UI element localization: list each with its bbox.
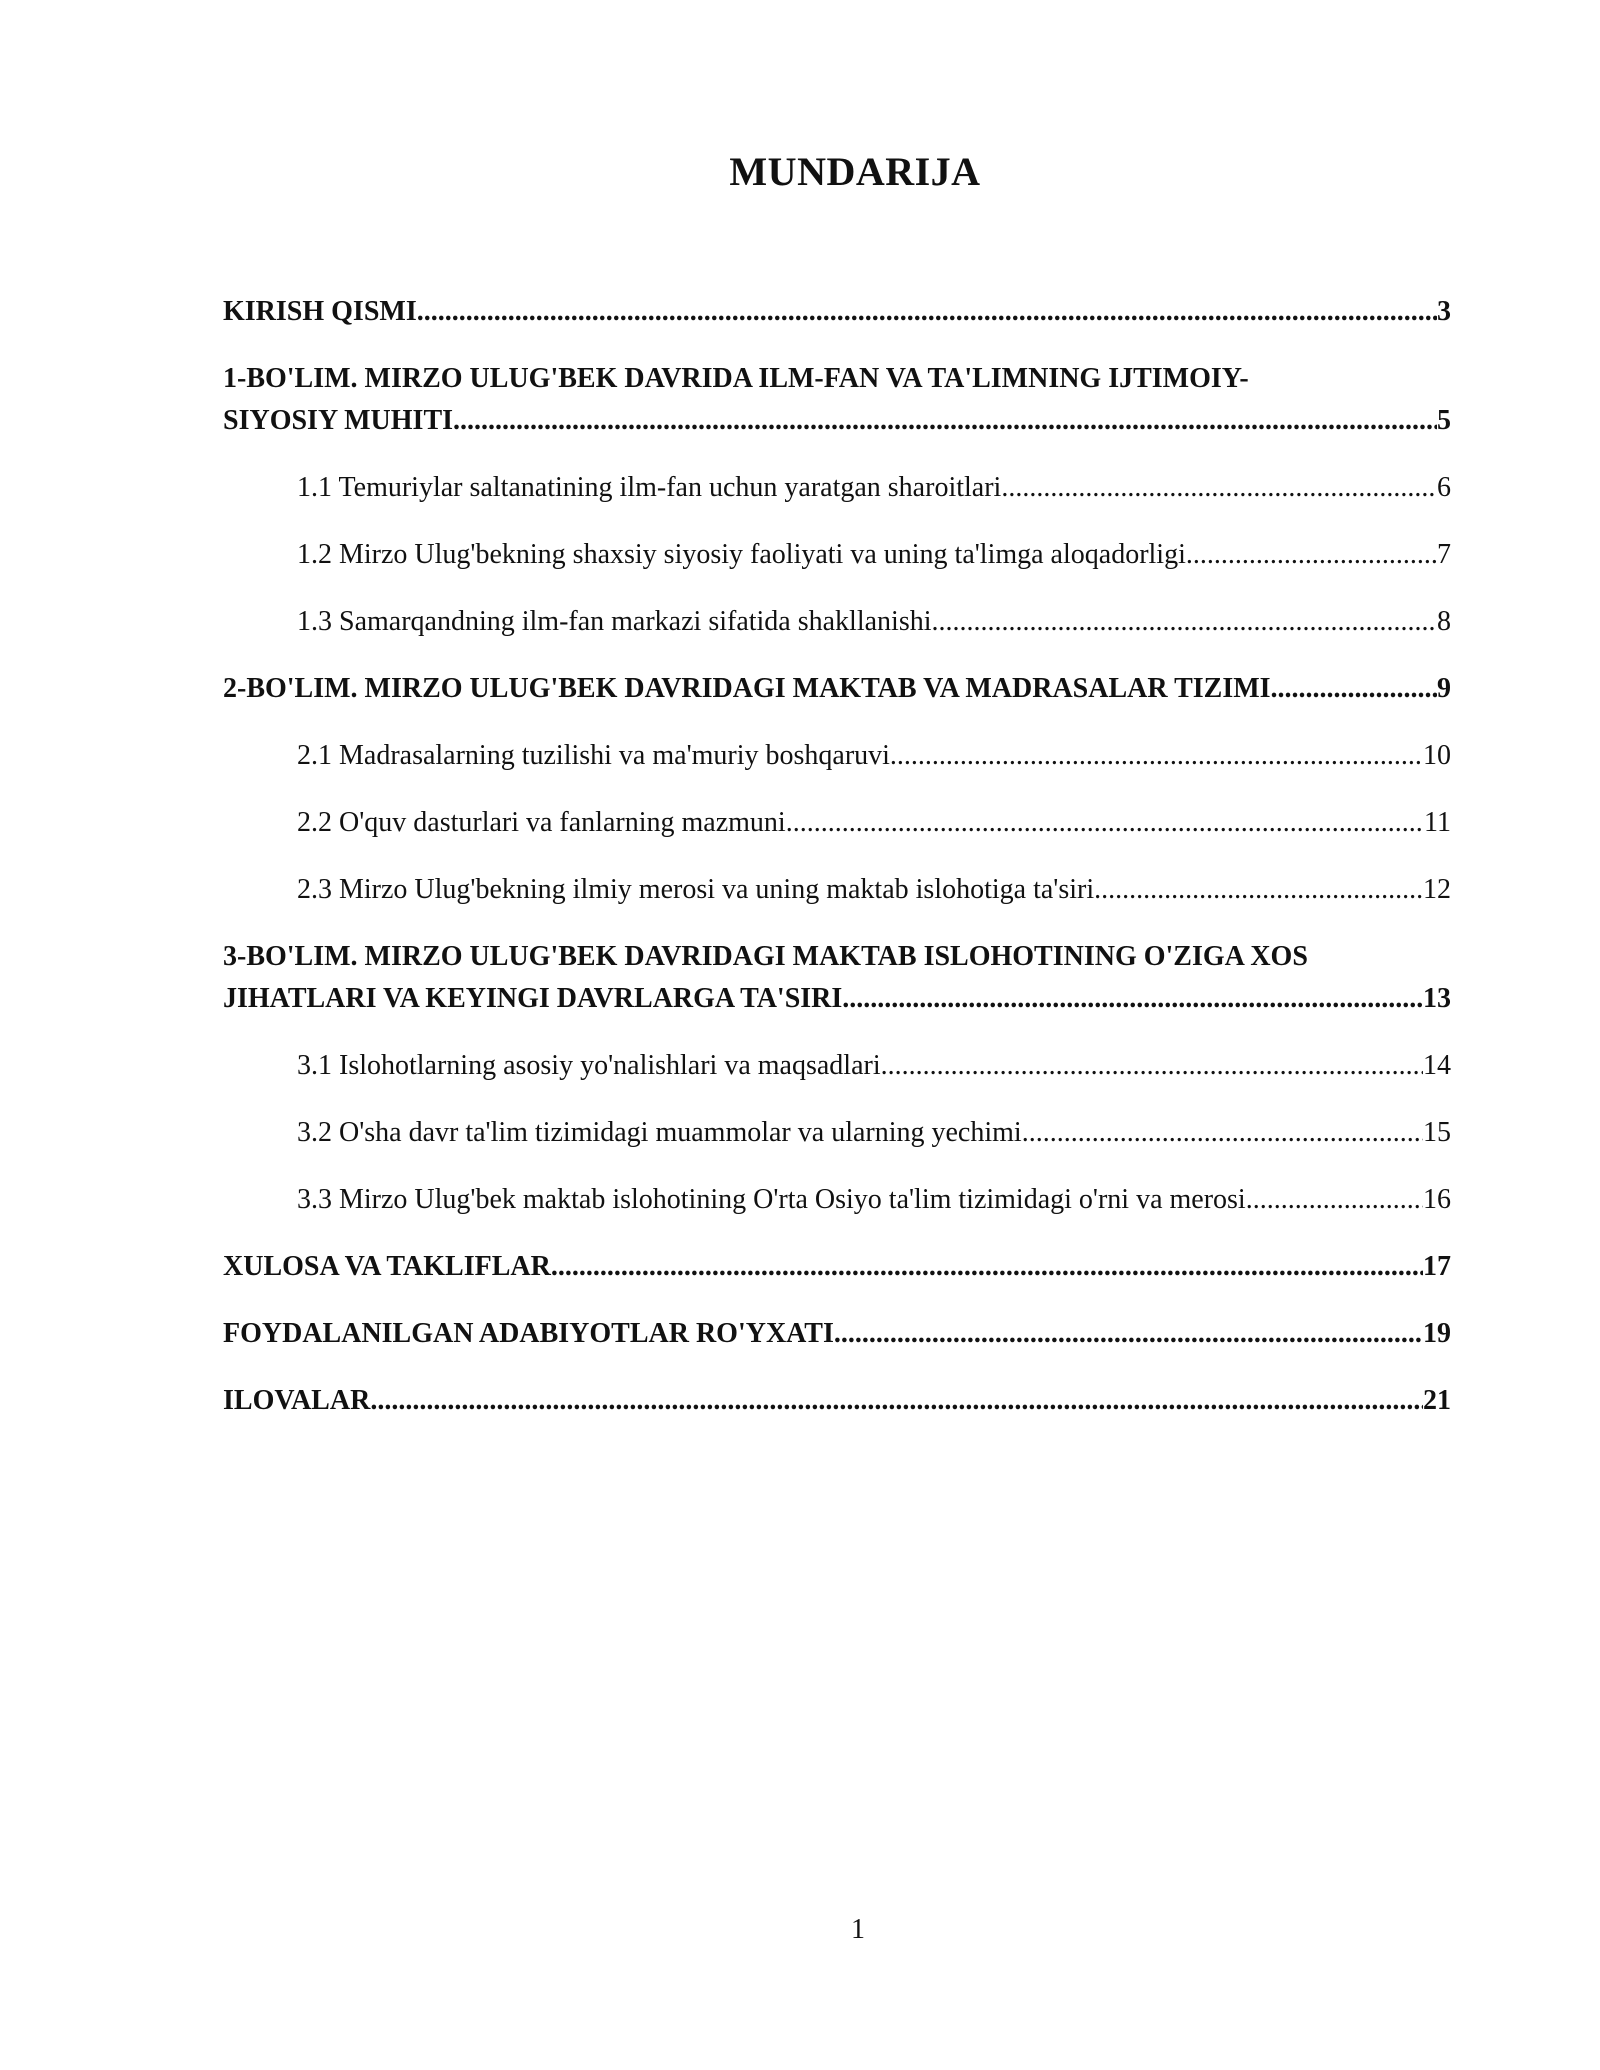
page-number: 1	[851, 1914, 865, 1945]
toc-entry-page: 14	[1423, 1050, 1451, 1081]
toc-leader-dots	[1022, 1112, 1423, 1154]
toc-entry-chapter-3[interactable]	[223, 936, 1451, 1020]
toc-entry-page: 13	[1423, 983, 1451, 1014]
toc-entry-page: 11	[1424, 807, 1451, 838]
toc-entry-page: 5	[1437, 405, 1451, 436]
toc-leader-dots	[1094, 869, 1423, 911]
toc-entry-page: 15	[1423, 1117, 1451, 1148]
toc-entry-title-line-1: 3-BO'LIM. MIRZO ULUG'BEK DAVRIDAGI MAKTAB ISLOHOTINING O'ZIGA XOS	[223, 941, 1308, 972]
toc-entry-section-2-1[interactable]	[297, 735, 1451, 777]
toc-entry-title: 1.2 Mirzo Ulug'bekning shaxsiy siyosiy faoliyati va uning ta'limga aloqadorligi	[297, 539, 1186, 570]
toc-entry-section-1-1[interactable]	[297, 467, 1451, 509]
toc-entry-page: 19	[1423, 1318, 1451, 1349]
toc-leader-dots	[890, 735, 1423, 777]
page-title: MUNDARIJA	[729, 149, 981, 194]
toc-entry-title: 2-BO'LIM. MIRZO ULUG'BEK DAVRIDAGI MAKTAB VA MADRASALAR TIZIMI.	[223, 673, 1278, 704]
toc-entry-kirish[interactable]	[223, 291, 1451, 333]
toc-entry-page: 9	[1437, 673, 1451, 704]
toc-entry-page: 6	[1437, 472, 1451, 503]
toc-entry-title: 2.3 Mirzo Ulug'bekning ilmiy merosi va uning maktab islohotiga ta'siri	[297, 874, 1095, 905]
toc-entry-section-2-3[interactable]	[297, 869, 1451, 911]
toc-leader-dots	[881, 1045, 1423, 1087]
toc-leader-dots	[551, 1246, 1423, 1288]
toc-entry-page: 7	[1437, 539, 1451, 570]
toc-entry-section-1-3[interactable]	[297, 601, 1451, 643]
toc-leader-dots	[417, 291, 1437, 333]
toc-entry-title: 1.1 Temuriylar saltanatining ilm-fan uchun yaratgan sharoitlari	[297, 472, 1002, 503]
toc-entry-title: 3.1 Islohotlarning asosiy yo'nalishlari va maqsadlari	[297, 1050, 881, 1081]
toc-entry-page: 10	[1423, 740, 1451, 771]
toc-entry-section-3-2[interactable]	[297, 1112, 1451, 1154]
toc-entry-title: 2.2 O'quv dasturlari va fanlarning mazmuni	[297, 807, 786, 838]
toc-leader-dots	[1278, 668, 1437, 710]
toc-entry-page: 16	[1423, 1184, 1451, 1215]
toc-entry-title: 3.2 O'sha davr ta'lim tizimidagi muammolar va ularning yechimi	[297, 1117, 1022, 1148]
toc-leader-dots	[786, 802, 1424, 844]
toc-entry-page: 8	[1437, 606, 1451, 637]
toc-leader-dots	[1001, 467, 1437, 509]
toc-leader-dots	[453, 400, 1437, 442]
toc-entry-section-1-2[interactable]	[297, 534, 1451, 576]
toc-entry-page: 21	[1423, 1385, 1451, 1416]
toc-entry-title: KIRISH QISMI	[223, 296, 417, 327]
toc-leader-dots	[842, 978, 1423, 1020]
toc-entry-title: XULOSA VA TAKLIFLAR	[223, 1251, 551, 1282]
table-of-contents	[223, 0, 1451, 2070]
toc-leader-dots	[370, 1380, 1423, 1422]
toc-entry-section-3-3[interactable]	[297, 1179, 1451, 1221]
toc-entry-adabiyotlar[interactable]	[223, 1313, 1451, 1355]
toc-entry-section-3-1[interactable]	[297, 1045, 1451, 1087]
toc-entry-title: 1.3 Samarqandning ilm-fan markazi sifatida shakllanishi	[297, 606, 932, 637]
toc-entry-title: FOYDALANILGAN ADABIYOTLAR RO'YXATI	[223, 1318, 834, 1349]
toc-entry-xulosa[interactable]	[223, 1246, 1451, 1288]
toc-entry-title-line-2: SIYOSIY MUHITI	[223, 405, 454, 436]
toc-leader-dots	[1186, 534, 1437, 576]
toc-entry-ilovalar[interactable]	[223, 1380, 1451, 1422]
toc-entry-title-line-1: 1-BO'LIM. MIRZO ULUG'BEK DAVRIDA ILM-FAN VA TA'LIMNING IJTIMOIY-	[223, 363, 1249, 394]
toc-leader-dots	[834, 1313, 1423, 1355]
toc-entry-chapter-2[interactable]	[223, 668, 1451, 710]
toc-leader-dots	[932, 601, 1438, 643]
toc-entry-title: 3.3 Mirzo Ulug'bek maktab islohotining O'rta Osiyo ta'lim tizimidagi o'rni va merosi	[297, 1184, 1246, 1215]
toc-entry-section-2-2[interactable]	[297, 802, 1451, 844]
toc-entry-page: 3	[1437, 296, 1451, 327]
toc-entry-title-line-2: JIHATLARI VA KEYINGI DAVRLARGA TA'SIRI	[223, 983, 843, 1014]
toc-entry-page: 17	[1423, 1251, 1451, 1282]
toc-leader-dots	[1246, 1179, 1423, 1221]
toc-entry-page: 12	[1423, 874, 1451, 905]
toc-entry-chapter-1[interactable]	[223, 358, 1451, 442]
toc-entry-title: 2.1 Madrasalarning tuzilishi va ma'muriy boshqaruvi	[297, 740, 890, 771]
toc-entry-title: ILOVALAR	[223, 1385, 371, 1416]
